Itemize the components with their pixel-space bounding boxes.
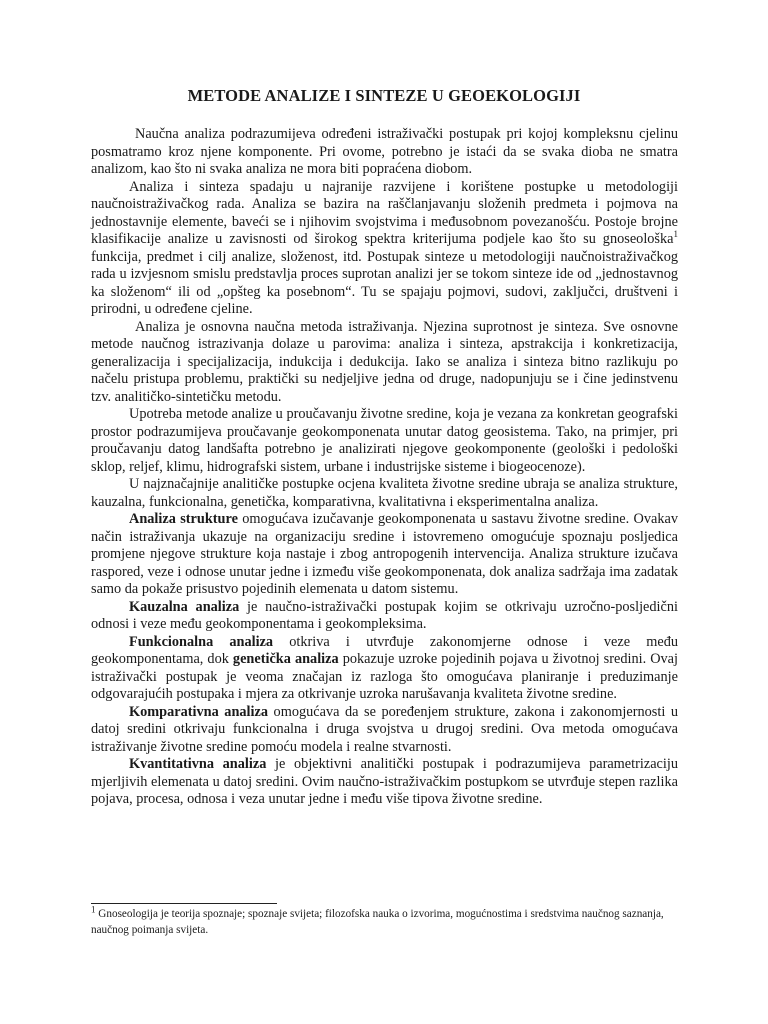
footnote-text: Gnoseologija je teorija spoznaje; spoznaje svijeta; filozofska nauka o izvorima, mogućnostima i sredstvima naučnog saznanja, naučnog poimanja svijeta.	[91, 908, 664, 936]
paragraph-kvantitativna-analiza-text: je objektivni analitički postupak i podrazumijeva parametrizaciju mjerljivih elemenata u datoj sredini. Ovim naučno-istraživačkim postupkom se utvrđuje stepen razlika pojava, procesa, odnosa i veza unutar jedne i među više tipova životne sredine.	[91, 756, 678, 807]
paragraph-kauzalna-analiza	[91, 599, 678, 634]
paragraph-2-text-a: Analiza i sinteza spadaju u najranije razvijene i korištene postupke u metodologiji naučnoistraživačkog rada. Analiza se bazira na raščlanjavanju složenih predmeta i pojmova na jednostavnije elemente, baveći se i njihovim svojstvima i međusobnom povezanošću. Postoje brojne klasifikacije analize u zavisnosti od širokog spektra kriterijuma podjele kao što su gnoseološka	[91, 178, 678, 247]
footnote-reference-1[interactable]: 1	[673, 229, 678, 240]
document-body	[91, 126, 678, 809]
paragraph-1: Naučna analiza podrazumijeva određeni istraživački postupak pri kojoj kompleksnu cjelinu posmatramo kroz njene komponente. Pri ovome, potrebno je istaći da se svaka dioba ne smatra analizom, kao što ni svaka analiza ne mora biti popraćena diobom.	[91, 126, 678, 177]
paragraph-2-text-b: funkcija, predmet i cilj analize, složenost, itd. Postupak sinteze u metodologiji naučnoistraživačkog rada u izvjesnom smislu predstavlja proces suprotan analizi jer se tokom sinteze ide od „jednostavnog ka složenom“ ili od „opšteg ka posebnom“. Tu se spajaju pojmovi, sudovi, zaključci, društveni i prirodni, u određene cjeline.	[91, 248, 678, 317]
paragraph-funkcionalna-analiza-text-b: pokazuje uzroke pojedinih pojava u životnoj sredini. Ovaj istraživački postupak je veoma značajan iz razloga što omogućava planiranje i preduzimanje odgovarajućih postupaka i mjera za otkrivanje uzroka narušavanja kvaliteta životne sredine.	[91, 651, 678, 702]
paragraph-3: Analiza je osnovna naučna metoda istraživanja. Njezina suprotnost je sinteza. Sve osnovne metode naučnog istrazivanja dolaze u parovima: analiza i sinteza, apstrakcija i konkretizacija, generalizacija i specijalizacija, indukcija i dedukcija. Iako se analiza i sinteza bitno razlikuju po načelu pristupa problemu, praktički su nedjeljive jedna od druge, nadopunjuju se i čine jedinstvenu tzv. analitičko-sintetičku metodu.	[91, 318, 678, 405]
paragraph-komparativna-analiza	[91, 704, 678, 757]
paragraph-kvantitativna-analiza	[91, 756, 678, 809]
term-geneticka-analiza: genetička analiza	[232, 651, 339, 667]
paragraph-2	[91, 179, 678, 319]
paragraph-funkcionalna-analiza-text-a: otkriva i utvrđuje zakonomjerne odnose i veze među geokomponentama, dok	[91, 633, 678, 667]
term-kvantitativna-analiza: Kvantitativna analiza	[129, 756, 267, 772]
paragraph-analiza-strukture-text: omogućava izučavanje geokomponenata u sastavu životne sredine. Ovakav način istraživanja ukazuje na organizaciju sredine i istovremeno omogućuje spoznaju posljedica promjene njegove strukture koja nastaje i zbog antropogenih intervencija. Analiza strukture izučava raspored, veze i odnose unutar jedne i između više geokomponenata, dok analiza sadržaja ima zadatak samo da pokaže prisustvo pojedinih elemenata u datom sistemu.	[91, 511, 679, 597]
footnote-separator	[91, 903, 277, 904]
page-title: METODE ANALIZE I SINTEZE U GEOEKOLOGIJI	[187, 86, 581, 105]
paragraph-4: Upotreba metode analize u proučavanju životne sredine, koja je vezana za konkretan geografski prostor podrazumijeva proučavanje geokomponenata unutar datog geosistema. Tako, na primjer, pri proučavanju datog landšafta potrebno je analizirati njegove geokomponente (geološki i pedološki sklop, reljef, klimu, hidrografski sistem, urbane i industrijske sisteme i biogeocenoze).	[91, 406, 678, 475]
paragraph-kauzalna-analiza-text: je naučno-istraživački postupak kojim se otkrivaju uzročno-posljedični odnosi i veze među geokomponentama i geokompleksima.	[91, 598, 678, 632]
term-analiza-strukture: Analiza strukture	[129, 511, 238, 527]
footnote-1	[91, 906, 678, 938]
paragraph-analiza-strukture	[91, 511, 678, 599]
paragraph-5: U najznačajnije analitičke postupke ocjena kvaliteta životne sredine ubraja se analiza strukture, kauzalna, funkcionalna, genetička, komparativna, kvalitativna i eksperimentalna analiza.	[91, 476, 678, 510]
footnote-marker: 1	[91, 904, 96, 915]
term-funkcionalna-analiza: Funkcionalna analiza	[129, 633, 274, 650]
paragraph-komparativna-analiza-text: omogućava da se poređenjem strukture, zakona i zakonomjernosti u datoj sredini otkrivaju funkcionalna i druga svojstva u drugoj sredini. Ova metoda omogućava istraživanje životne sredine pomoću modela i realne stvarnosti.	[91, 703, 679, 755]
paragraph-funkcionalna-analiza	[91, 634, 678, 704]
term-komparativna-analiza: Komparativna analiza	[129, 703, 268, 720]
term-kauzalna-analiza: Kauzalna analiza	[129, 598, 240, 615]
